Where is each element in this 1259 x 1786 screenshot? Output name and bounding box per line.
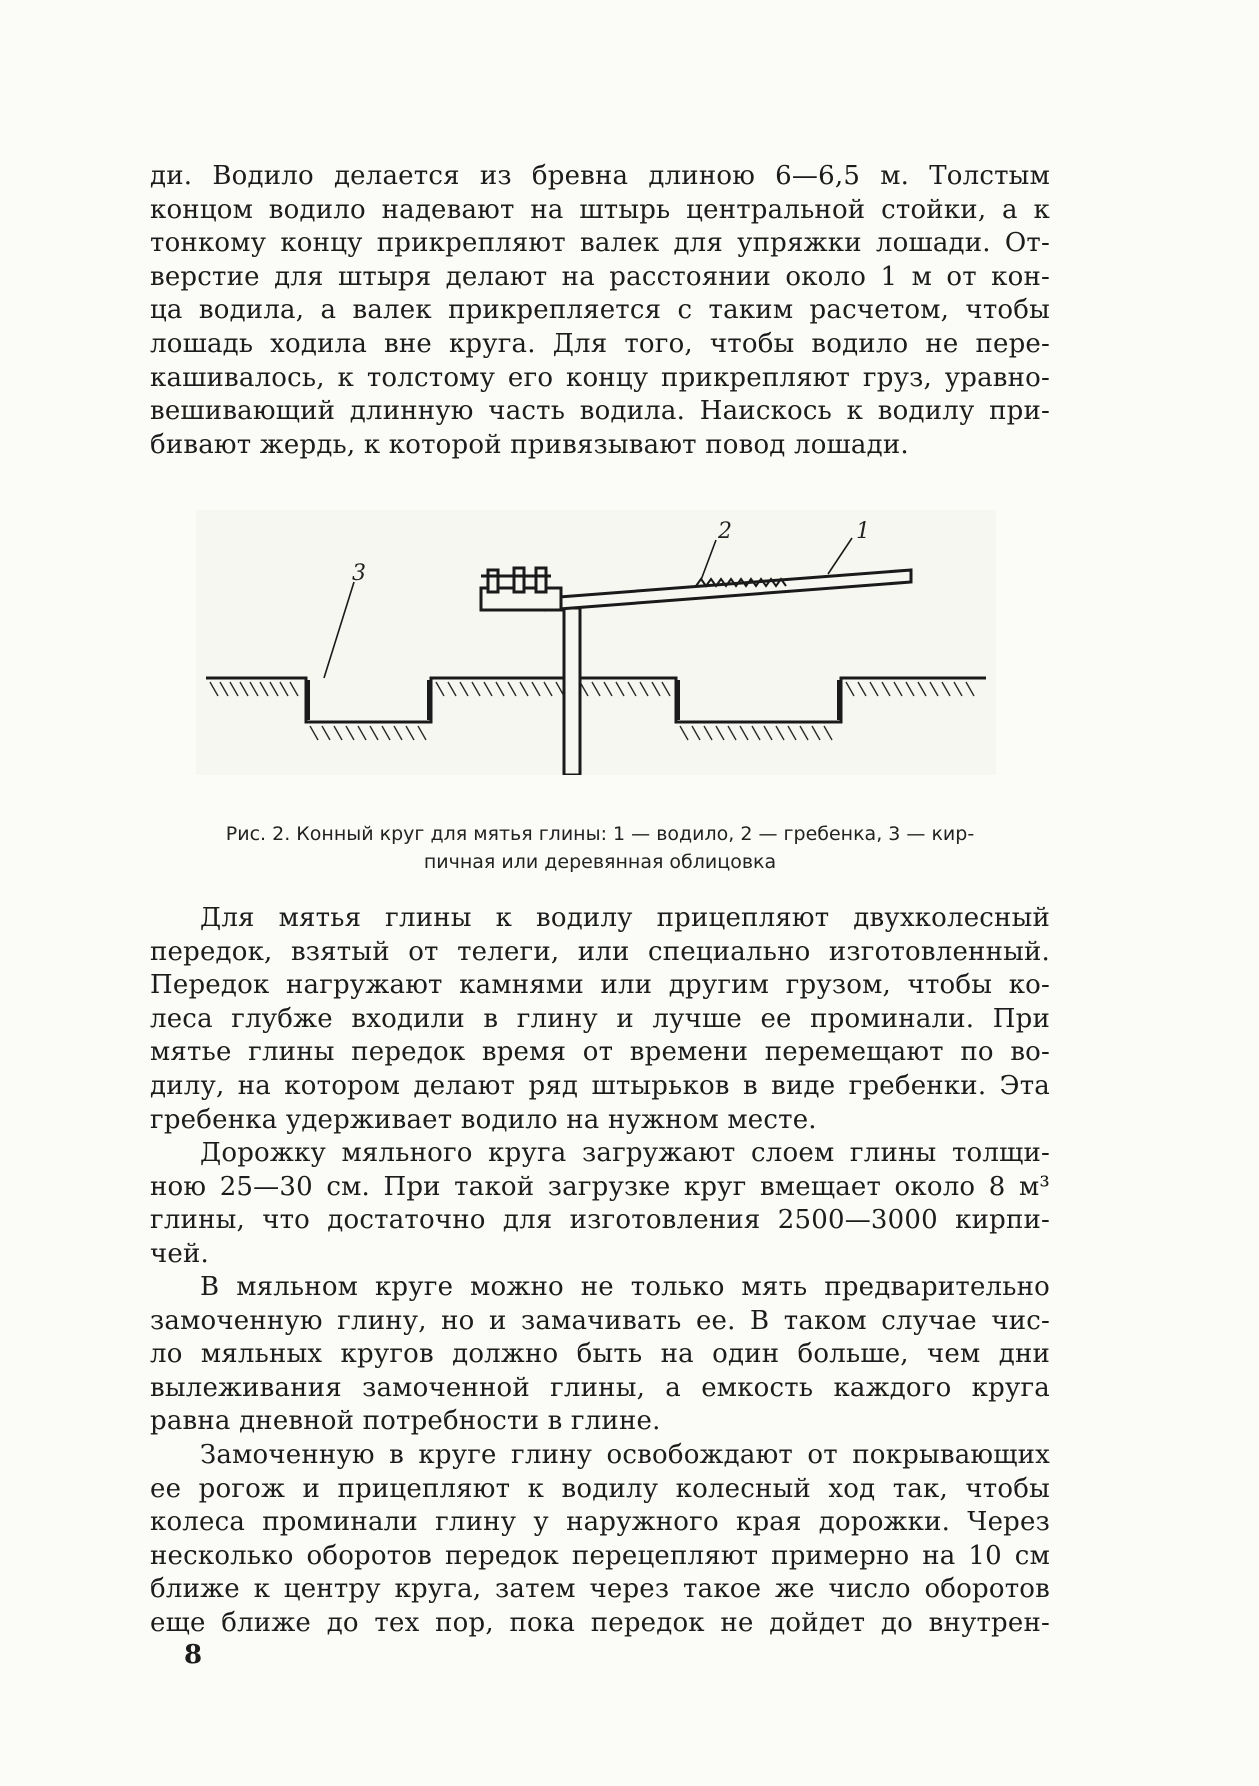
text-line: леса глубже входили в глину и лучше ее проминали. При [150, 1003, 1050, 1034]
text-line: ца водила, а валек прикрепляется с таким расчетом, чтобы [150, 295, 1050, 326]
text-line: кашивалось, к толстому его концу прикрепляют груз, уравно- [150, 362, 1050, 393]
text-line: чей. [150, 1238, 209, 1269]
page-number: 8 [184, 1640, 203, 1670]
text-line: ло мяльных кругов должно быть на один больше, чем дни [150, 1339, 1050, 1370]
text-line: гребенка удерживает водило на нужном месте. [150, 1104, 817, 1135]
text-line: Для мятья глины к водилу прицепляют двухколесный [200, 903, 1050, 933]
label-2: 2 [718, 519, 732, 544]
text-line: бивают жердь, к которой привязывают повод лошади. [150, 429, 909, 460]
text-line: ее рогож и прицепляют к водилу колесный ход так, чтобы [150, 1473, 1050, 1504]
figure-caption [150, 820, 1050, 876]
paragraph-2 [150, 1137, 1050, 1271]
text-line: равна дневной потребности в глине. [150, 1406, 661, 1437]
text-line: глины, что достаточно для изготовления 2500—3000 кирпи- [150, 1205, 1050, 1236]
text-line: верстие для штыря делают на расстоянии около 1 м от кон- [150, 261, 1050, 292]
text-line: колеса проминали глину у наружного края дорожки. Через [150, 1507, 1050, 1538]
text-line: Передок нагружают камнями или другим грузом, чтобы ко- [150, 970, 1050, 1001]
text-line: дилу, на котором делают ряд штырьков в виде гребенки. Эта [150, 1070, 1050, 1101]
label-3: 3 [352, 561, 366, 586]
horse-mill-diagram [196, 510, 996, 775]
caption-line-1: Рис. 2. Конный круг для мятья глины: 1 — водило, 2 — гребенка, 3 — кир- [225, 823, 975, 845]
text-line: лошадь ходила вне круга. Для того, чтобы водило не пере- [150, 328, 1050, 359]
text-line: передок, взятый от телеги, или специально изготовленный. [150, 936, 1050, 967]
text-line: мятье глины передок время от времени перемещают по во- [150, 1037, 1050, 1068]
top-paragraph [150, 160, 1050, 462]
text-line: тонкому концу прикрепляют валек для упряжки лошади. От- [150, 228, 1050, 259]
text-line: В мяльном круге можно не только мять предварительно [200, 1272, 1050, 1302]
central-post [564, 608, 580, 775]
text-line: еще ближе до тех пор, пока передок не дойдет до внутрен- [150, 1607, 1050, 1638]
text-line: ди. Водило делается из бревна длиною 6—6,5 м. Толстым [150, 161, 1050, 191]
text-line: Замоченную в круге глину освобождают от покрывающих [200, 1440, 1050, 1470]
paragraph-1 [150, 902, 1050, 1137]
label-1: 1 [856, 519, 870, 544]
text-line: замоченную глину, но и замачивать ее. В таком случае чис- [150, 1305, 1050, 1336]
text-line: несколько оборотов передок перецепляют примерно на 10 см [150, 1540, 1050, 1571]
text-line: Дорожку мяльного круга загружают слоем глины толщи- [200, 1138, 1050, 1168]
text-line: концом водило надевают на штырь центральной стойки, а к [150, 194, 1050, 225]
text-line: вешивающий длинную часть водила. Наискось к водилу при- [150, 396, 1050, 427]
paragraph-4 [150, 1439, 1050, 1641]
text-line: ближе к центру круга, затем через такое же число оборотов [150, 1574, 1050, 1605]
caption-line-2: пичная или деревянная облицовка [423, 851, 777, 873]
text-line: ною 25—30 см. При такой загрузке круг вмещает около 8 м³ [150, 1171, 1050, 1202]
paragraph-3 [150, 1271, 1050, 1439]
text-line: вылеживания замоченной глины, а емкость каждого круга [150, 1372, 1050, 1403]
